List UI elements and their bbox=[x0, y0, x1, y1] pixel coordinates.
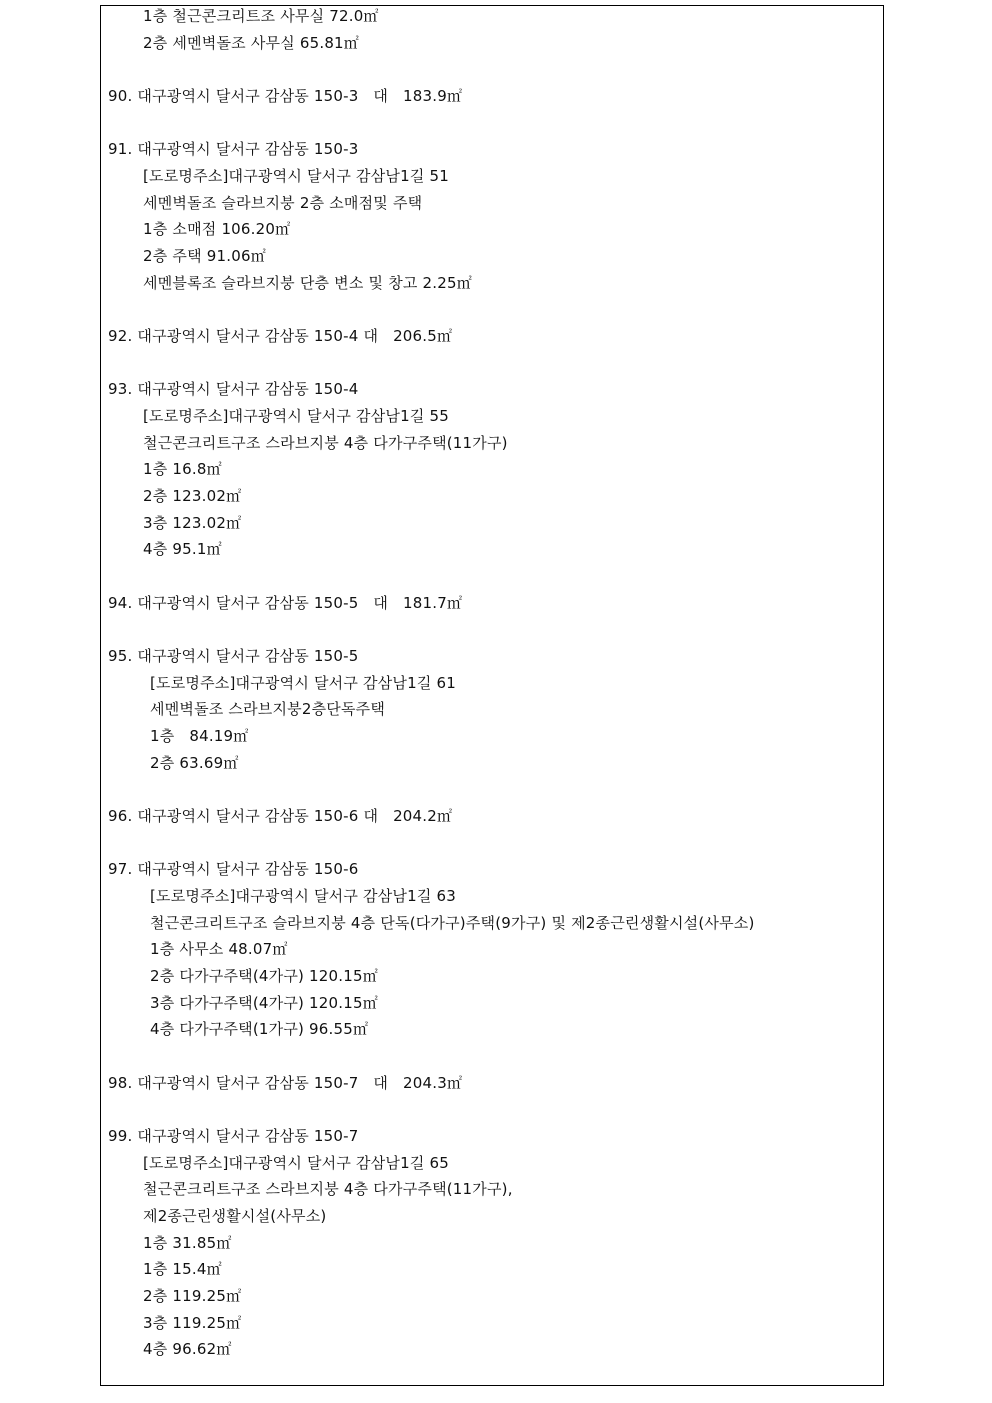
line-text: 1층 31.85㎡ bbox=[143, 1234, 232, 1252]
line-text: 철근콘크리트구조 슬라브지붕 4층 단독(다가구)주택(9가구) 및 제2종근린생활시설(사무소) bbox=[150, 914, 755, 932]
line-text: 3층 123.02㎡ bbox=[143, 514, 242, 532]
line-text: 3층 다가구주택(4가구) 120.15㎡ bbox=[150, 994, 378, 1012]
line-text: 1층 사무소 48.07㎡ bbox=[150, 940, 288, 958]
line-text: 4층 95.1㎡ bbox=[143, 540, 222, 558]
entry-heading: 97. 대구광역시 달서구 감삼동 150-6 bbox=[108, 860, 359, 878]
line-text: 1층 16.8㎡ bbox=[143, 460, 222, 478]
line-text: 2층 123.02㎡ bbox=[143, 487, 242, 505]
entry-heading: 95. 대구광역시 달서구 감삼동 150-5 bbox=[108, 647, 359, 665]
line-text: 1층 철근콘크리트조 사무실 72.0㎡ bbox=[143, 7, 379, 25]
line-text: 1층 소매점 106.20㎡ bbox=[143, 220, 291, 238]
line-text: [도로명주소]대구광역시 달서구 감삼남1길 61 bbox=[150, 674, 456, 692]
entry-heading: 93. 대구광역시 달서구 감삼동 150-4 bbox=[108, 380, 359, 398]
line-text: [도로명주소]대구광역시 달서구 감삼남1길 63 bbox=[150, 887, 456, 905]
line-text: 철근콘크리트구조 스라브지붕 4층 다가구주택(11가구), bbox=[143, 1180, 513, 1198]
entry-heading: 98. 대구광역시 달서구 감삼동 150-7 대 204.3㎡ bbox=[108, 1074, 463, 1092]
line-text: 세멘벽돌조 스라브지붕2층단독주택 bbox=[150, 700, 386, 718]
line-text: 4층 다가구주택(1가구) 96.55㎡ bbox=[150, 1020, 369, 1038]
line-text: 철근콘크리트구조 스라브지붕 4층 다가구주택(11가구) bbox=[143, 434, 508, 452]
entry-heading: 90. 대구광역시 달서구 감삼동 150-3 대 183.9㎡ bbox=[108, 87, 463, 105]
line-text: 세멘벽돌조 슬라브지붕 2층 소매점및 주택 bbox=[143, 194, 423, 212]
line-text: 4층 96.62㎡ bbox=[143, 1340, 232, 1358]
entry-heading: 94. 대구광역시 달서구 감삼동 150-5 대 181.7㎡ bbox=[108, 594, 463, 612]
line-text: [도로명주소]대구광역시 달서구 감삼남1길 51 bbox=[143, 167, 449, 185]
line-text: 2층 세멘벽돌조 사무실 65.81㎡ bbox=[143, 34, 360, 52]
entry-heading: 92. 대구광역시 달서구 감삼동 150-4 대 206.5㎡ bbox=[108, 327, 453, 345]
line-text: 2층 주택 91.06㎡ bbox=[143, 247, 266, 265]
line-text: 제2종근린생활시설(사무소) bbox=[143, 1207, 327, 1225]
line-text: [도로명주소]대구광역시 달서구 감삼남1길 65 bbox=[143, 1154, 449, 1172]
line-text: 1층 15.4㎡ bbox=[143, 1260, 222, 1278]
line-text: 2층 119.25㎡ bbox=[143, 1287, 242, 1305]
line-text: 2층 다가구주택(4가구) 120.15㎡ bbox=[150, 967, 378, 985]
line-text: 3층 119.25㎡ bbox=[143, 1314, 242, 1332]
line-text: 1층 84.19㎡ bbox=[150, 727, 249, 745]
entry-heading: 99. 대구광역시 달서구 감삼동 150-7 bbox=[108, 1127, 359, 1145]
line-text: 세멘블록조 슬라브지붕 단층 변소 및 창고 2.25㎡ bbox=[143, 274, 472, 292]
entry-heading: 96. 대구광역시 달서구 감삼동 150-6 대 204.2㎡ bbox=[108, 807, 453, 825]
line-text: 2층 63.69㎡ bbox=[150, 754, 239, 772]
line-text: [도로명주소]대구광역시 달서구 감삼남1길 55 bbox=[143, 407, 449, 425]
entry-heading: 91. 대구광역시 달서구 감삼동 150-3 bbox=[108, 140, 359, 158]
